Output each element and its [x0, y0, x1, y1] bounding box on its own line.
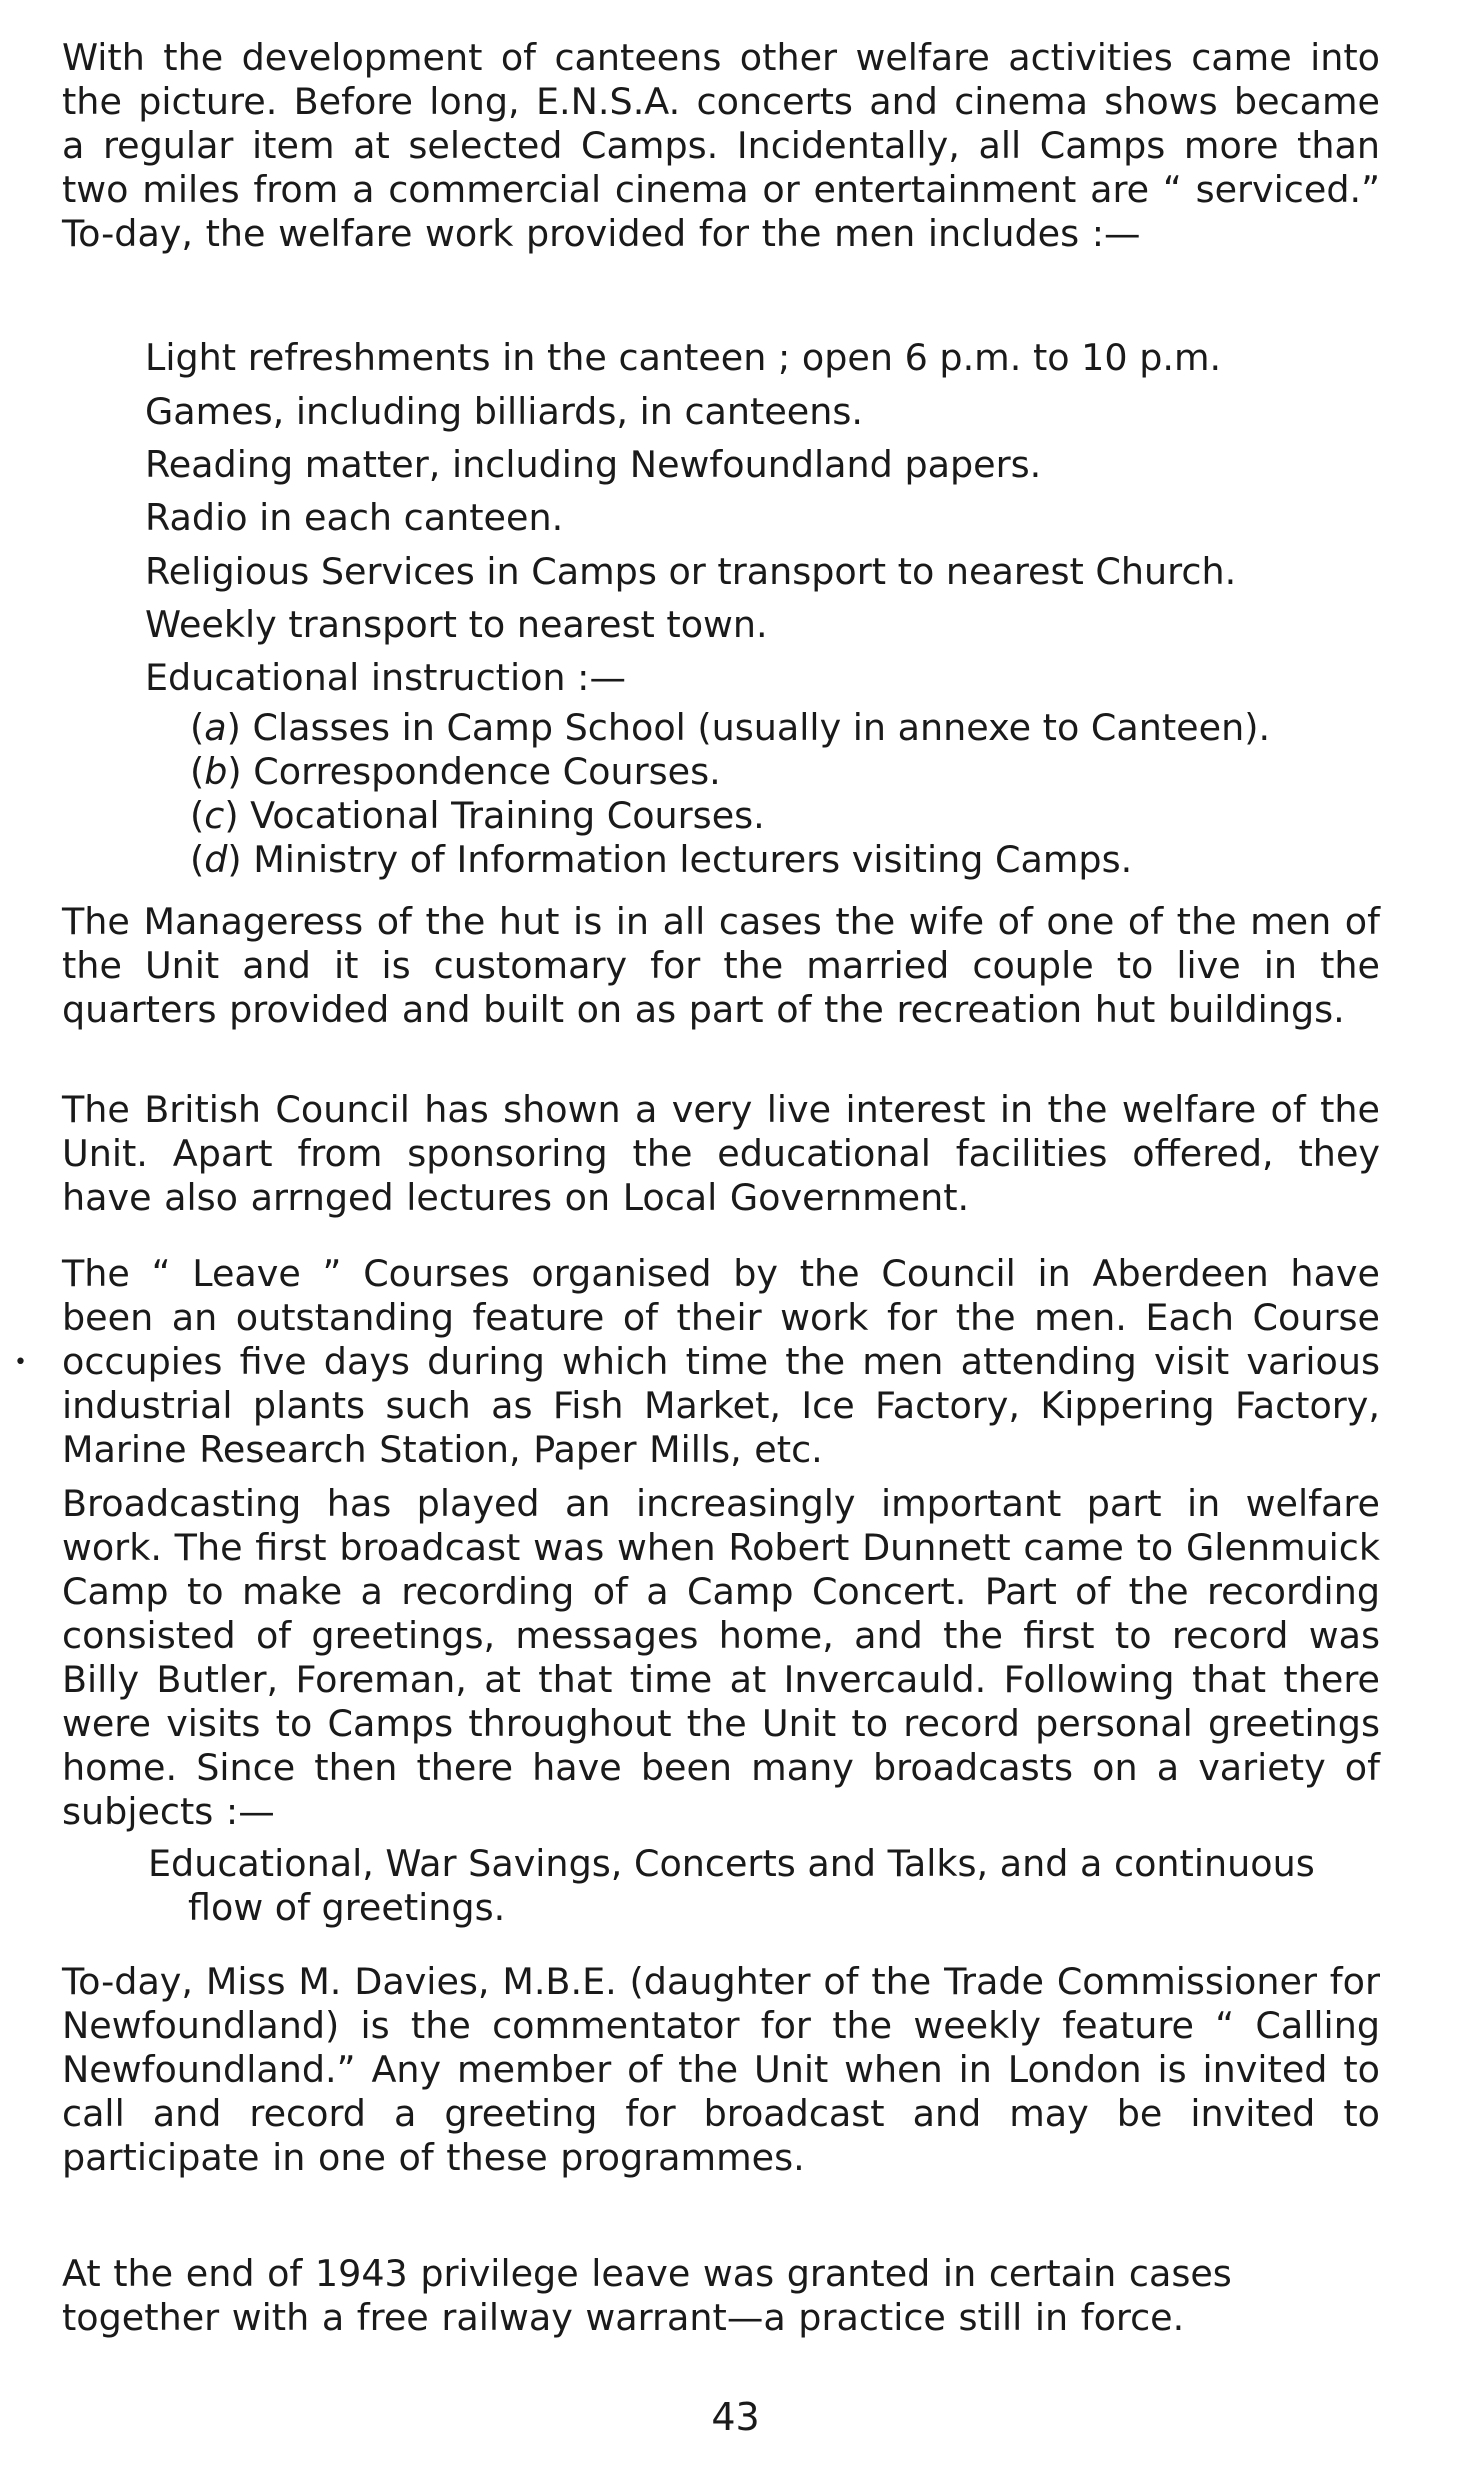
subitem-letter: a [204, 706, 227, 749]
welfare-item-radio: Radio in each canteen. [145, 496, 564, 539]
british-council-paragraph: The British Council has shown a very live interest in the welfare of the Unit. Apart from sponsoring the educational facilities offered, they have also arrnged lectures on Local Government. [62, 1088, 1380, 1219]
welfare-item-education: Educational instruction :— [145, 656, 626, 699]
broadcast-subjects: Educational, War Savings, Concerts and Talks, and a continuous flow of greetings. [148, 1842, 1315, 1929]
subitem-text: Classes in Camp School (usually in annexe to Canteen). [252, 706, 1271, 749]
welfare-item-transport: Weekly transport to nearest town. [145, 603, 768, 646]
page-number: 43 [711, 2395, 760, 2439]
welfare-item-refreshments: Light refreshments in the canteen ; open 6 p.m. to 10 p.m. [145, 336, 1222, 379]
education-subitem: (a) Classes in Camp School (usually in annexe to Canteen). [190, 706, 1271, 749]
subitem-text: Ministry of Information lecturers visiting Camps. [253, 838, 1133, 881]
welfare-item-games: Games, including billiards, in canteens. [145, 390, 863, 433]
welfare-item-reading: Reading matter, including Newfoundland papers. [145, 443, 1042, 486]
subitem-letter: b [204, 750, 228, 793]
davies-paragraph: To-day, Miss M. Davies, M.B.E. (daughter of the Trade Commissioner for Newfoundland) is the commentator for the weekly feature “ Calling Newfoundland.” Any member of the Unit when in London is invited to call and record a greeting for broadcast and may be invited to participate in one of these programmes. [62, 1960, 1380, 2179]
leave-courses-paragraph: The “ Leave ” Courses organised by the Council in Aberdeen have been an outstanding feature of their work for the men. Each Course occupies five days during which time the men attending visit various industrial plants such as Fish Market, Ice Factory, Kippering Factory, Marine Research Station, Paper Mills, etc. [62, 1252, 1380, 1471]
intro-paragraph: With the development of canteens other welfare activities came into the picture. Before long, E.N.S.A. concerts and cinema shows became a regular item at selected Camps. Incidentally, all Camps more than two miles from a commercial cinema or entertainment are “ serviced.” To-day, the welfare work provided for the men includes :— [62, 36, 1380, 255]
broadcasting-paragraph: Broadcasting has played an increasingly important part in welfare work. The first broadcast was when Robert Dunnett came to Glenmuick Camp to make a recording of a Camp Concert. Part of the recording consisted of greetings, messages home, and the first to record was Billy Butler, Foreman, at that time at Invercauld. Following that there were visits to Camps throughout the Unit to record personal greetings home. Since then there have been many broadcasts on a variety of subjects :— [62, 1482, 1380, 1833]
manageress-paragraph: The Manageress of the hut is in all cases the wife of one of the men of the Unit and it is customary for the married couple to live in the quarters provided and built on as part of the recreation hut buildings. [62, 900, 1380, 1031]
margin-mark: • [14, 1350, 27, 1375]
subitem-letter: c [204, 794, 225, 837]
subitem-text: Vocational Training Courses. [250, 794, 765, 837]
education-subitem: (c) Vocational Training Courses. [190, 794, 765, 837]
subitem-text: Correspondence Courses. [253, 750, 721, 793]
education-subitem: (b) Correspondence Courses. [190, 750, 721, 793]
leave-1943-paragraph: At the end of 1943 privilege leave was granted in certain cases together with a free railway warrant—a practice still in force. [62, 2252, 1232, 2339]
subitem-letter: d [204, 838, 228, 881]
welfare-item-religious: Religious Services in Camps or transport to nearest Church. [145, 550, 1237, 593]
education-subitem: (d) Ministry of Information lecturers visiting Camps. [190, 838, 1133, 881]
